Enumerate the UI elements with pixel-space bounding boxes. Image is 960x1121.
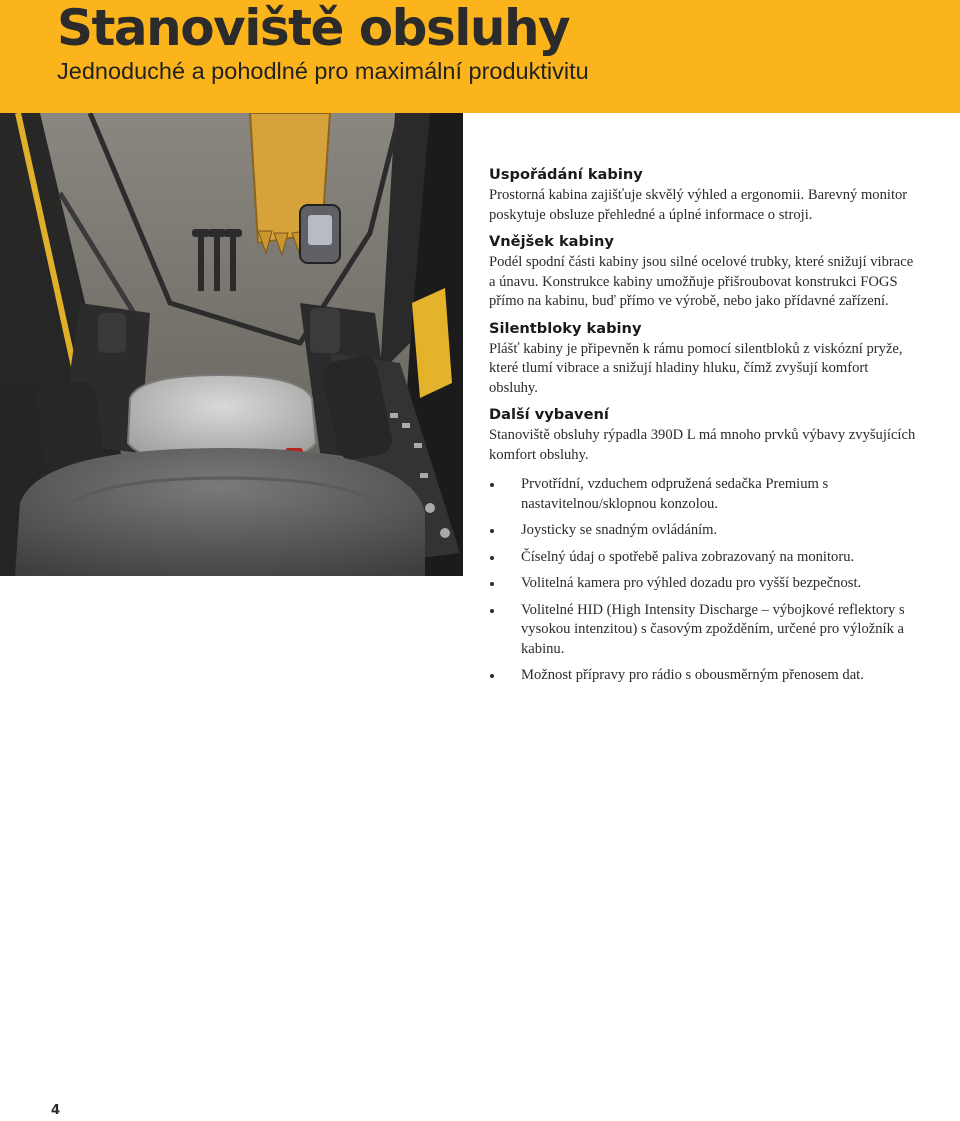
- section-other-equipment: [489, 404, 919, 686]
- list-item-text: Joysticky se snadným ovládáním.: [521, 522, 718, 538]
- section-heading: Uspořádání kabiny: [489, 166, 643, 183]
- text-column: [489, 164, 919, 693]
- equipment-list: [489, 475, 919, 686]
- list-item: [489, 548, 919, 568]
- list-item-text: Číselný údaj o spotřebě paliva zobrazovaný na monitoru.: [521, 548, 855, 565]
- list-item-text: Možnost přípravy pro rádio s obousměrným přenosem dat.: [521, 667, 864, 683]
- section-heading: Silentbloky kabiny: [489, 319, 642, 337]
- bullet-icon: [490, 582, 494, 586]
- bullet-icon: [490, 674, 494, 678]
- page-number: 4: [51, 1103, 61, 1118]
- list-item: [489, 666, 919, 686]
- cab-interior-photo: [0, 113, 463, 576]
- bullet-icon: [490, 529, 494, 533]
- page-header: [0, 0, 960, 113]
- list-item: [489, 574, 919, 594]
- section-heading: Další vybavení: [489, 406, 609, 423]
- bullet-icon: [490, 556, 494, 560]
- list-item: [489, 521, 919, 541]
- page-title: Stanoviště obsluhy: [57, 0, 570, 57]
- section-cab-mounts: [489, 318, 919, 399]
- bullet-icon: [490, 609, 494, 613]
- list-item: [489, 475, 919, 514]
- section-text: Prostorná kabina zajišťuje skvělý výhled a ergonomii. Barevný monitor poskytuje obsluze přehledné a úplné informace o stroji.: [489, 187, 908, 223]
- section-text: Plášť kabiny je připevněn k rámu pomocí silentbloků z viskózní pryže, které tlumí vibrace a snižují hladiny hluku, čímž zvyšují komfort obsluhy.: [489, 340, 903, 396]
- section-text: Podél spodní části kabiny jsou silné ocelové trubky, které snižují vibrace a únavu. Konstrukce kabiny umožňuje přišroubovat konstrukci FOGS přímo na kabinu, buď přímo ve výrobě, nebo jako přídavné zařízení.: [489, 254, 914, 309]
- bullet-icon: [490, 483, 494, 487]
- section-cab-exterior: [489, 231, 919, 312]
- section-cab-layout: [489, 164, 919, 225]
- list-item: [489, 601, 919, 660]
- page-subtitle: Jednoduché a pohodlné pro maximální produktivitu: [57, 58, 589, 84]
- list-item-text: Prvotřídní, vzduchem odpružená sedačka Premium s nastavitelnou/sklopnou konzolou.: [521, 476, 829, 512]
- list-item-text: Volitelné HID (High Intensity Discharge – výbojkové reflektory s vysokou intenzitou) s časovým zpožděním, určené pro výložník a kabinu.: [521, 601, 905, 657]
- list-item-text: Volitelná kamera pro výhled dozadu pro vyšší bezpečnost.: [521, 575, 862, 591]
- section-text: Stanoviště obsluhy rýpadla 390D L má mnoho prvků výbavy zvyšujících komfort obsluhy.: [489, 427, 916, 463]
- section-heading: Vnějšek kabiny: [489, 233, 614, 250]
